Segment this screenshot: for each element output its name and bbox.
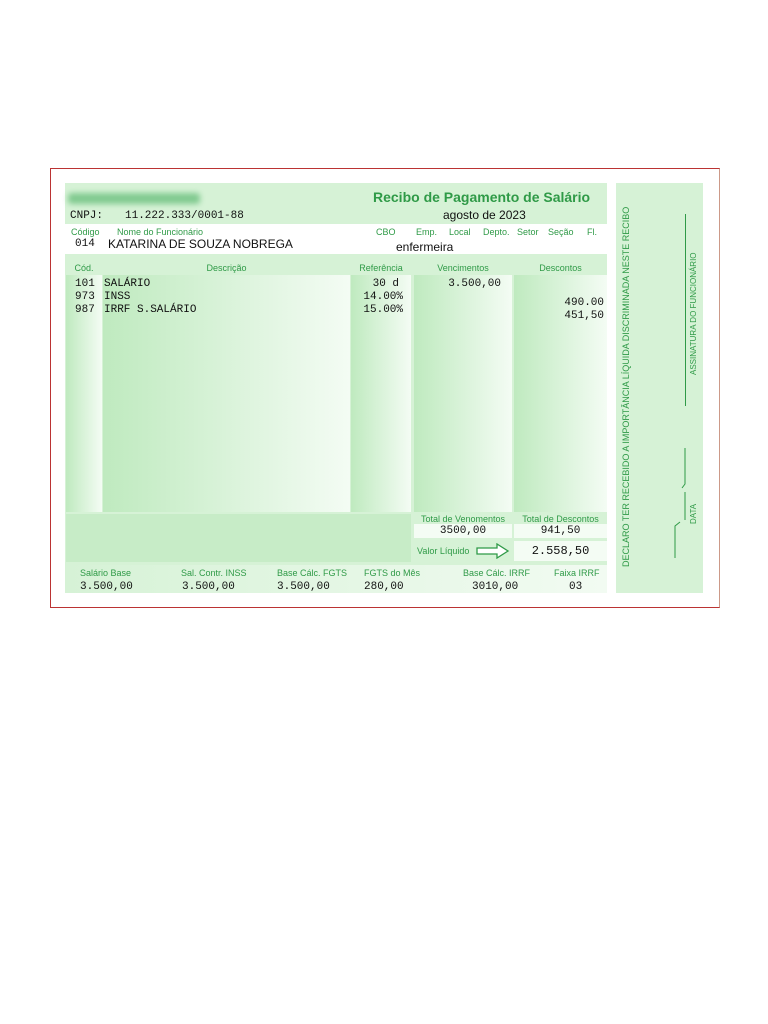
base-calc-irrf-value: 3010,00	[472, 581, 519, 593]
table-row	[66, 291, 607, 309]
faixa-irrf-value: 03	[569, 581, 583, 593]
item-referencia: 14.00%	[363, 291, 403, 303]
col-header-referencia: Referência	[359, 263, 403, 273]
total-vencimentos-value: 3500,00	[439, 525, 487, 537]
label-setor: Setor	[517, 227, 539, 237]
base-calc-irrf-label: Base Cálc. IRRF	[463, 568, 531, 578]
label-codigo: Código	[71, 227, 100, 237]
item-descricao: IRRF S.SALÁRIO	[104, 304, 197, 316]
item-cod: 101	[75, 278, 95, 290]
valor-liquido-value: 2.558,50	[531, 544, 590, 558]
base-calc-fgts-label: Base Cálc. FGTS	[277, 568, 348, 578]
label-emp: Emp.	[416, 227, 438, 237]
item-cod: 973	[75, 291, 95, 303]
employee-code: 014	[75, 238, 95, 250]
line-items	[66, 278, 607, 320]
item-descontos: 490.00	[564, 297, 604, 309]
sal-contr-inss-value: 3.500,00	[182, 581, 235, 593]
item-vencimentos: 3.500,00	[448, 278, 501, 290]
item-referencia: 30 d	[372, 278, 399, 290]
label-local: Local	[449, 227, 471, 237]
employee-name: KATARINA DE SOUZA NOBREGA	[108, 237, 293, 251]
signature-line	[685, 214, 686, 406]
label-cbo: CBO	[376, 227, 396, 237]
total-vencimentos-label: Total de Venomentos	[420, 514, 506, 524]
salario-base-label: Salário Base	[80, 568, 132, 578]
date-bracket-line	[672, 448, 690, 558]
item-descontos: 451,50	[564, 310, 604, 322]
label-nome-funcionario: Nome do Funcionário	[117, 227, 204, 237]
label-fl: Fl.	[587, 227, 597, 237]
item-referencia: 15.00%	[363, 304, 403, 316]
total-descontos-value: 941,50	[540, 525, 581, 537]
valor-liquido-label: Valor Líquido	[417, 546, 470, 556]
declaration-text: DECLARO TER RECEBIDO A IMPORTÂNCIA LÍQUIDA DISCRIMINADA NESTE RECIBO	[621, 206, 631, 567]
table-row	[66, 278, 607, 291]
base-calc-fgts-value: 3.500,00	[277, 581, 330, 593]
employee-role: enfermeira	[396, 240, 454, 254]
salario-base-value: 3.500,00	[80, 581, 133, 593]
item-cod: 987	[75, 304, 95, 316]
receipt-period: agosto de 2023	[443, 208, 526, 222]
cnpj-value: 11.222.333/0001-88	[125, 210, 244, 222]
label-secao: Seção	[548, 227, 574, 237]
assinatura-label: ASSINATURA DO FUNCIONÁRIO	[689, 252, 698, 375]
item-descricao: INSS	[104, 291, 131, 303]
col-header-descontos: Descontos	[539, 263, 582, 273]
label-depto: Depto.	[483, 227, 510, 237]
fgts-mes-label: FGTS do Mês	[364, 568, 421, 578]
total-descontos-label: Total de Descontos	[522, 514, 599, 524]
cnpj-label: CNPJ:	[70, 210, 104, 222]
receipt-title: Recibo de Pagamento de Salário	[373, 189, 591, 205]
col-header-vencimentos: Vencimentos	[437, 263, 489, 273]
col-header-cod: Cód.	[74, 263, 94, 273]
data-label: DATA	[689, 503, 698, 524]
fgts-mes-value: 280,00	[364, 581, 404, 593]
arrow-right-icon	[476, 543, 510, 559]
col-header-descricao: Descrição	[206, 263, 247, 273]
sal-contr-inss-label: Sal. Contr. INSS	[181, 568, 247, 578]
table-row	[66, 304, 607, 322]
totals-left-area	[66, 514, 411, 562]
item-descricao: SALÁRIO	[104, 278, 151, 290]
faixa-irrf-label: Faixa IRRF	[554, 568, 600, 578]
company-name-blurred	[68, 193, 200, 204]
